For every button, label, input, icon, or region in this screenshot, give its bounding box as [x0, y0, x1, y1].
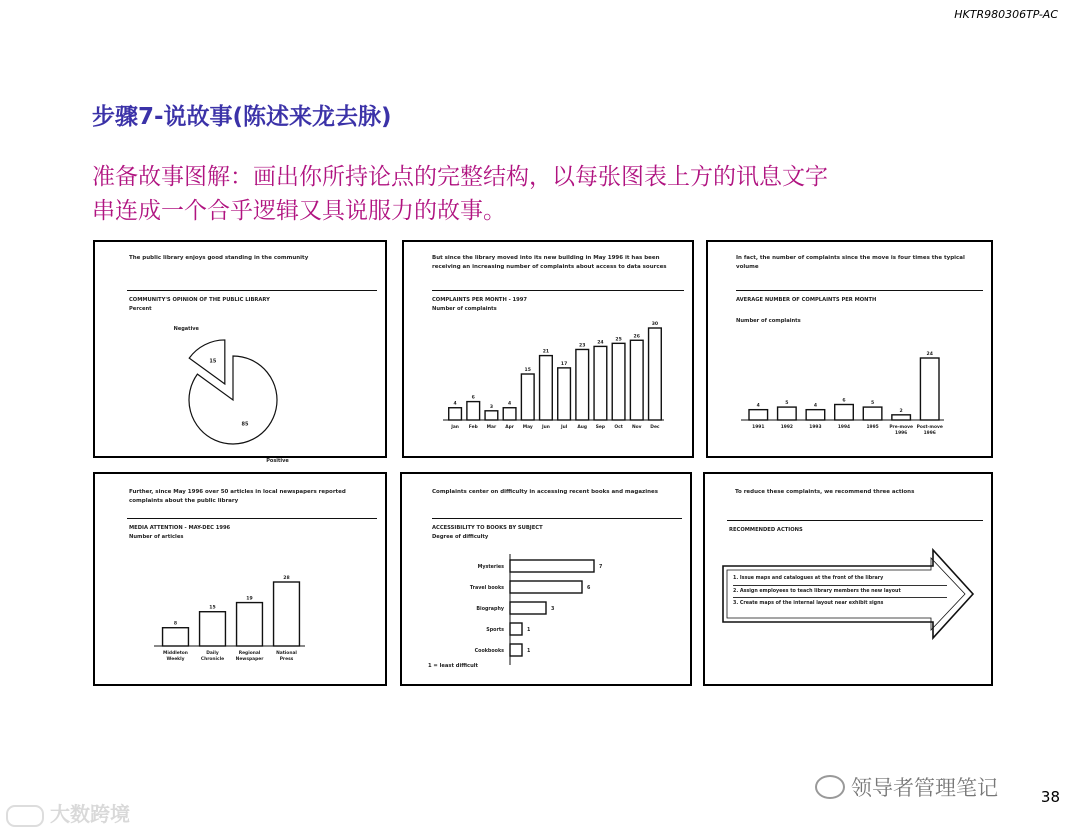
- section-title: RECOMMENDED ACTIONS: [729, 527, 803, 533]
- category-label: National: [276, 651, 297, 656]
- category-label: Positive: [266, 458, 289, 465]
- bar: [806, 410, 825, 420]
- bar: [540, 356, 553, 420]
- category-label: Mar: [486, 425, 497, 430]
- slide-headline: Further, since May 1996 over 50 articles in local newspapers reported complaints about the public library: [129, 489, 346, 504]
- bar-value-label: 6: [842, 398, 846, 404]
- bar: [612, 343, 625, 420]
- category-label: Nov: [631, 425, 642, 430]
- document-code: HKTR980306TP-AC: [954, 8, 1058, 21]
- bar-value-label: 28: [283, 576, 290, 581]
- bar: [274, 582, 300, 646]
- bar: [778, 407, 797, 420]
- action-item: 3. Create maps of the internal layout near exhibit signs: [733, 601, 884, 606]
- bar: [558, 368, 571, 420]
- chart-title: ACCESSIBILITY TO BOOKS BY SUBJECT: [432, 525, 543, 531]
- bar: [749, 410, 768, 420]
- instruction-text: [92, 160, 992, 228]
- bar-value-label: 23: [579, 343, 586, 349]
- bar: [863, 407, 882, 420]
- category-label: 1996: [895, 431, 908, 436]
- bar-value-label: 21: [542, 349, 550, 355]
- chart-unit: Number of complaints: [736, 318, 801, 324]
- category-label: 1992: [780, 425, 793, 430]
- bar-chart: [708, 242, 991, 456]
- slide-headline: But since the library moved into its new building in May 1996 it has been receiving an increasing number of complaints about access to data sources: [432, 255, 667, 270]
- bar-value-label: 19: [246, 596, 253, 602]
- bar-value-label: 15: [209, 605, 216, 611]
- bar: [467, 402, 480, 420]
- slide-headline: In fact, the number of complaints since the move is four times the typical volume: [736, 255, 965, 270]
- slide-complaints-per-month: [402, 240, 694, 458]
- slide-media-attention: [93, 472, 387, 686]
- category-label: Sep: [595, 425, 606, 430]
- chart-title: MEDIA ATTENTION - MAY-DEC 1996: [129, 525, 231, 531]
- category-label: Oct: [614, 425, 623, 430]
- bar: [521, 374, 534, 420]
- category-label: 1994: [837, 425, 851, 430]
- category-label: 1993: [809, 425, 822, 430]
- watermark: [815, 772, 998, 802]
- bar: [630, 340, 643, 420]
- bar-value-label: 4: [507, 401, 512, 407]
- category-label: Jul: [560, 425, 568, 430]
- category-label: Chronicle: [200, 657, 225, 662]
- category-label: 1991: [752, 425, 765, 430]
- category-label: Aug: [577, 425, 588, 430]
- bar-value-label: 4: [756, 403, 760, 409]
- bar: [503, 408, 516, 420]
- brand-text: 大数跨境: [50, 802, 130, 826]
- chart-unit: Number of articles: [129, 534, 184, 540]
- category-label: 1996: [923, 431, 936, 436]
- bar-value-label: 4: [453, 401, 457, 407]
- pie-slice: [189, 356, 277, 444]
- slice-label: 85: [241, 421, 249, 428]
- brand-watermark: [6, 798, 130, 827]
- slide-headline: The public library enjoys good standing in the community: [129, 255, 309, 261]
- bar-value-label: 5: [870, 401, 875, 407]
- bar-chart: [404, 242, 692, 456]
- bar-value-label: 1: [527, 628, 531, 633]
- bar-value-label: 3: [551, 607, 555, 612]
- category-label: Biography: [476, 607, 504, 612]
- slide-headline: Complaints center on difficulty in accessing recent books and magazines: [432, 489, 659, 495]
- bar: [576, 349, 589, 420]
- action-item: 1. Issue maps and catalogues at the front of the library: [733, 573, 947, 586]
- slide-headline: To reduce these complaints, we recommend three actions: [735, 489, 915, 495]
- bar-value-label: 3: [489, 404, 494, 410]
- chart-unit: Degree of difficulty: [432, 534, 489, 540]
- chart-title: COMPLAINTS PER MONTH - 1997: [432, 297, 527, 303]
- category-label: Travel books: [469, 586, 504, 591]
- category-label: Negative: [173, 325, 199, 332]
- bar: [449, 408, 462, 420]
- category-label: Feb: [468, 425, 478, 430]
- brand-logo-icon: [6, 805, 44, 827]
- category-label: Middleton: [163, 651, 188, 656]
- category-label: Dec: [650, 425, 660, 430]
- category-label: Jan: [451, 425, 459, 430]
- bar: [594, 346, 607, 420]
- category-label: Daily: [206, 651, 219, 656]
- category-label: Post-move: [916, 425, 943, 430]
- page-title: 步骤7-说故事(陈述来龙去脉): [92, 104, 392, 130]
- bar-value-label: 17: [560, 361, 568, 367]
- bar-value-label: 24: [597, 340, 604, 346]
- instruction-line: 串连成一个合乎逻辑又具说服力的故事。: [92, 198, 506, 224]
- chart-unit: Number of complaints: [432, 306, 497, 312]
- bar-value-label: 1: [527, 649, 531, 654]
- slice-label: 15: [209, 358, 217, 365]
- pie-chart: [95, 242, 385, 465]
- slide-accessibility: [400, 472, 692, 686]
- bar-value-label: 26: [633, 334, 640, 340]
- page-number: 38: [1040, 788, 1060, 806]
- bar-value-label: 5: [785, 401, 789, 407]
- bar-value-label: 30: [651, 322, 659, 327]
- bar-value-label: 8: [173, 621, 178, 627]
- bar: [510, 623, 522, 635]
- slide-average-complaints: [706, 240, 993, 458]
- category-label: Mysteries: [477, 565, 504, 570]
- watermark-text: 领导者管理笔记: [851, 776, 998, 800]
- bar: [510, 560, 594, 572]
- category-label: Newspaper: [235, 657, 264, 662]
- bar: [649, 328, 662, 420]
- bar-chart: [95, 474, 385, 684]
- bar-value-label: 24: [926, 352, 933, 357]
- category-label: Press: [279, 657, 294, 662]
- category-label: Weekly: [166, 657, 185, 662]
- category-label: 1995: [866, 425, 879, 430]
- category-label: May: [522, 425, 533, 430]
- slide-library-opinion: [93, 240, 387, 465]
- bar-value-label: 15: [524, 368, 531, 373]
- bar: [920, 358, 939, 420]
- bar-value-label: 4: [813, 403, 818, 409]
- bar: [485, 411, 498, 420]
- category-label: Jun: [541, 425, 550, 430]
- bar: [237, 603, 263, 646]
- bar: [200, 612, 226, 646]
- bar: [510, 602, 546, 614]
- bar: [163, 628, 189, 646]
- category-label: Sports: [486, 628, 504, 633]
- bar: [892, 415, 911, 420]
- bar-value-label: 2: [899, 408, 903, 414]
- category-label: Cookbooks: [474, 649, 504, 654]
- category-label: Apr: [505, 425, 514, 430]
- bar: [835, 405, 854, 421]
- bar-value-label: 6: [471, 395, 475, 401]
- chart-title: AVERAGE NUMBER OF COMPLAINTS PER MONTH: [736, 297, 877, 303]
- category-label: Pre-move: [889, 425, 913, 430]
- bar-value-label: 25: [615, 337, 622, 343]
- action-item: 2. Assign employees to teach library members the new layout: [733, 586, 947, 599]
- chart-title: COMMUNITY'S OPINION OF THE PUBLIC LIBRARY: [129, 297, 270, 303]
- slide-recommendations: [703, 472, 993, 686]
- bar-value-label: 6: [587, 586, 591, 591]
- scale-note: 1 = least difficult: [428, 663, 479, 669]
- instruction-line: 准备故事图解：画出你所持论点的完整结构，以每张图表上方的讯息文字: [92, 164, 828, 190]
- wechat-icon: [815, 775, 845, 799]
- bar-value-label: 7: [599, 565, 603, 570]
- category-label: Regional: [238, 651, 261, 656]
- bar: [510, 581, 582, 593]
- chart-unit: Percent: [129, 306, 152, 312]
- horizontal-bar-chart: [402, 474, 690, 684]
- bar: [510, 644, 522, 656]
